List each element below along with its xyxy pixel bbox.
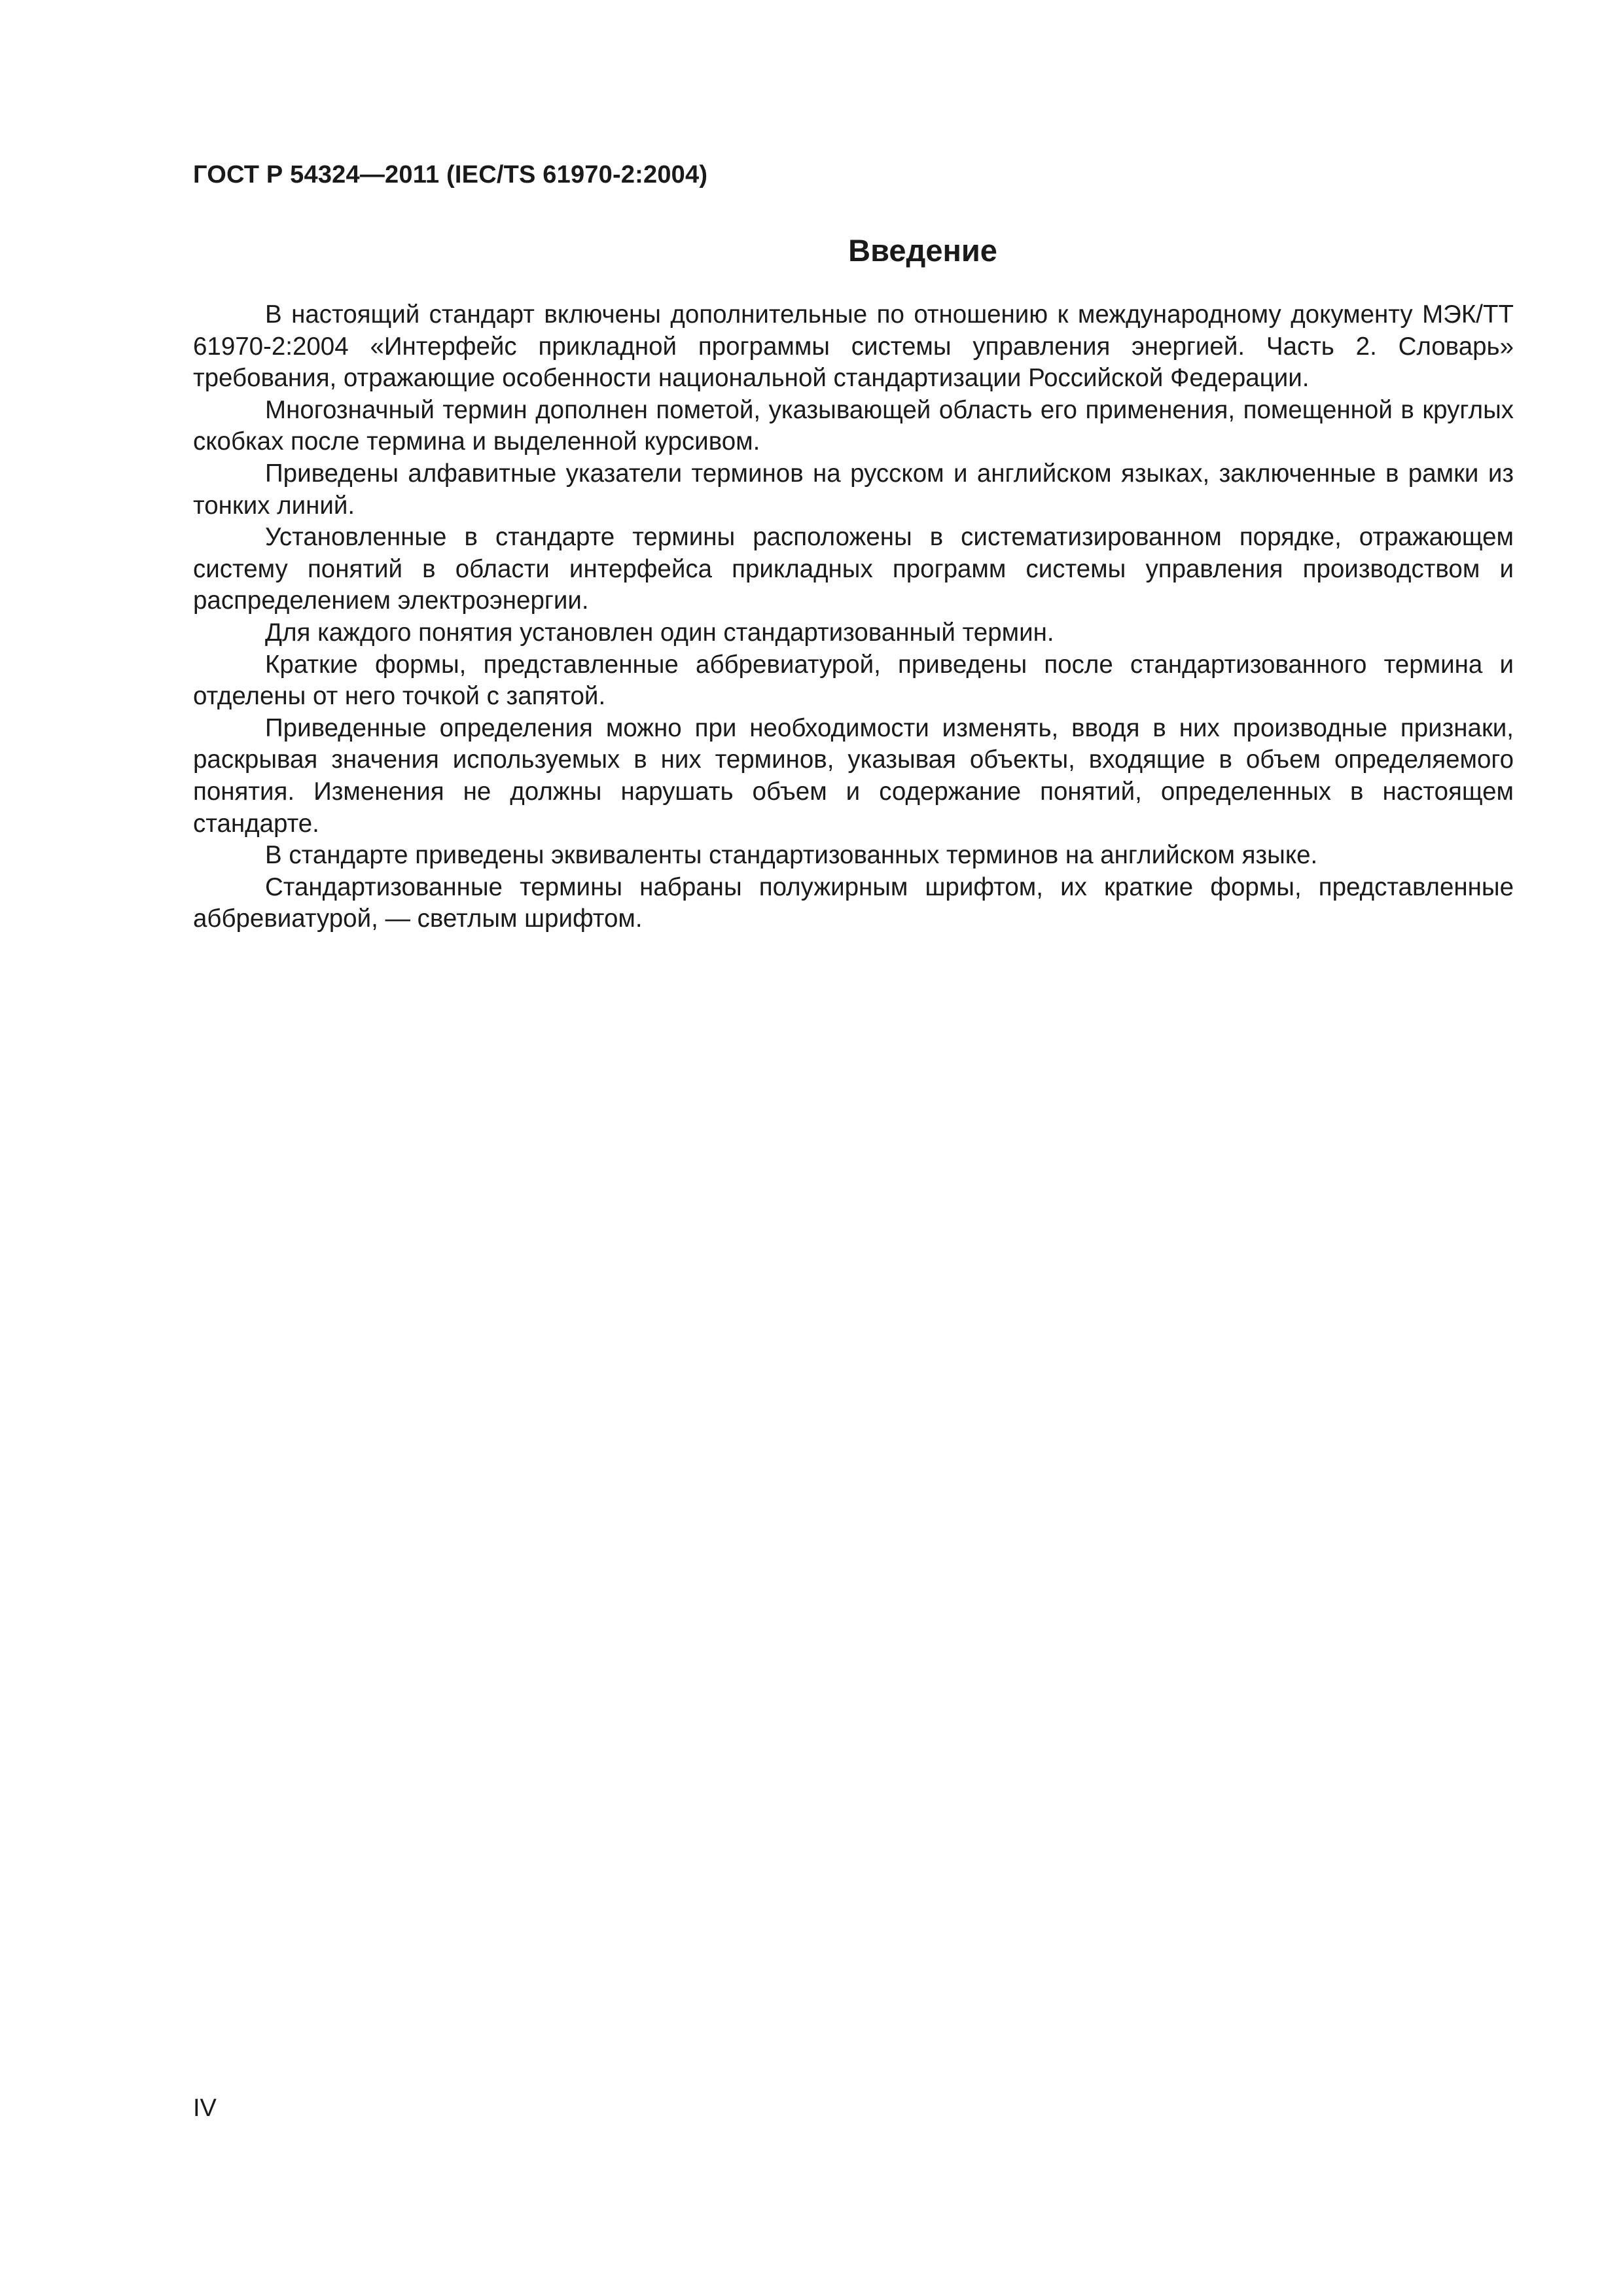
section-title: Введение: [848, 233, 997, 268]
paragraph: В стандарте приведены эквиваленты стандартизованных терминов на английском языке.: [265, 841, 1318, 870]
paragraph: Стандартизованные термины набраны полужирным шрифтом, их краткие формы, представленные аббревиатурой, — светлым шрифтом.: [193, 872, 1514, 933]
paragraph: Для каждого понятия установлен один стандартизованный термин.: [265, 618, 1054, 647]
paragraph: Приведенные определения можно при необходимости изменять, вводя в них производные признаки, раскрывая значения используемых в них терминов, указывая объекты, входящие в объем определяемого понятия. Изменения не должны нарушать объем и содержание понятий, определенных в настоящем стандарте.: [193, 713, 1514, 838]
paragraph: Приведены алфавитные указатели терминов на русском и английском языках, заключенные в рамки из тонких линий.: [193, 459, 1514, 520]
page-number: IV: [193, 2094, 217, 2122]
paragraph: Краткие формы, представленные аббревиатурой, приведены после стандартизованного термина и отделены от него точкой с запятой.: [193, 650, 1514, 711]
standard-code-header: ГОСТ Р 54324—2011 (IEC/TS 61970-2:2004): [193, 161, 708, 188]
paragraph: Многозначный термин дополнен пометой, указывающей область его применения, помещенной в круглых скобках после термина и выделенной курсивом.: [193, 395, 1514, 456]
paragraph: В настоящий стандарт включены дополнительные по отношению к международному документу МЭК/ТТ 61970-2:2004 «Интерфейс прикладной программы системы управления энергией. Часть 2. Словарь» требования, отражающие особенности национальной стандартизации Российской Федерации.: [193, 300, 1514, 393]
paragraph: Установленные в стандарте термины расположены в систематизированном порядке, отражающем систему понятий в области интерфейса прикладных программ системы управления производством и распределением электроэнергии.: [193, 523, 1514, 615]
introduction-body: [193, 299, 1514, 935]
